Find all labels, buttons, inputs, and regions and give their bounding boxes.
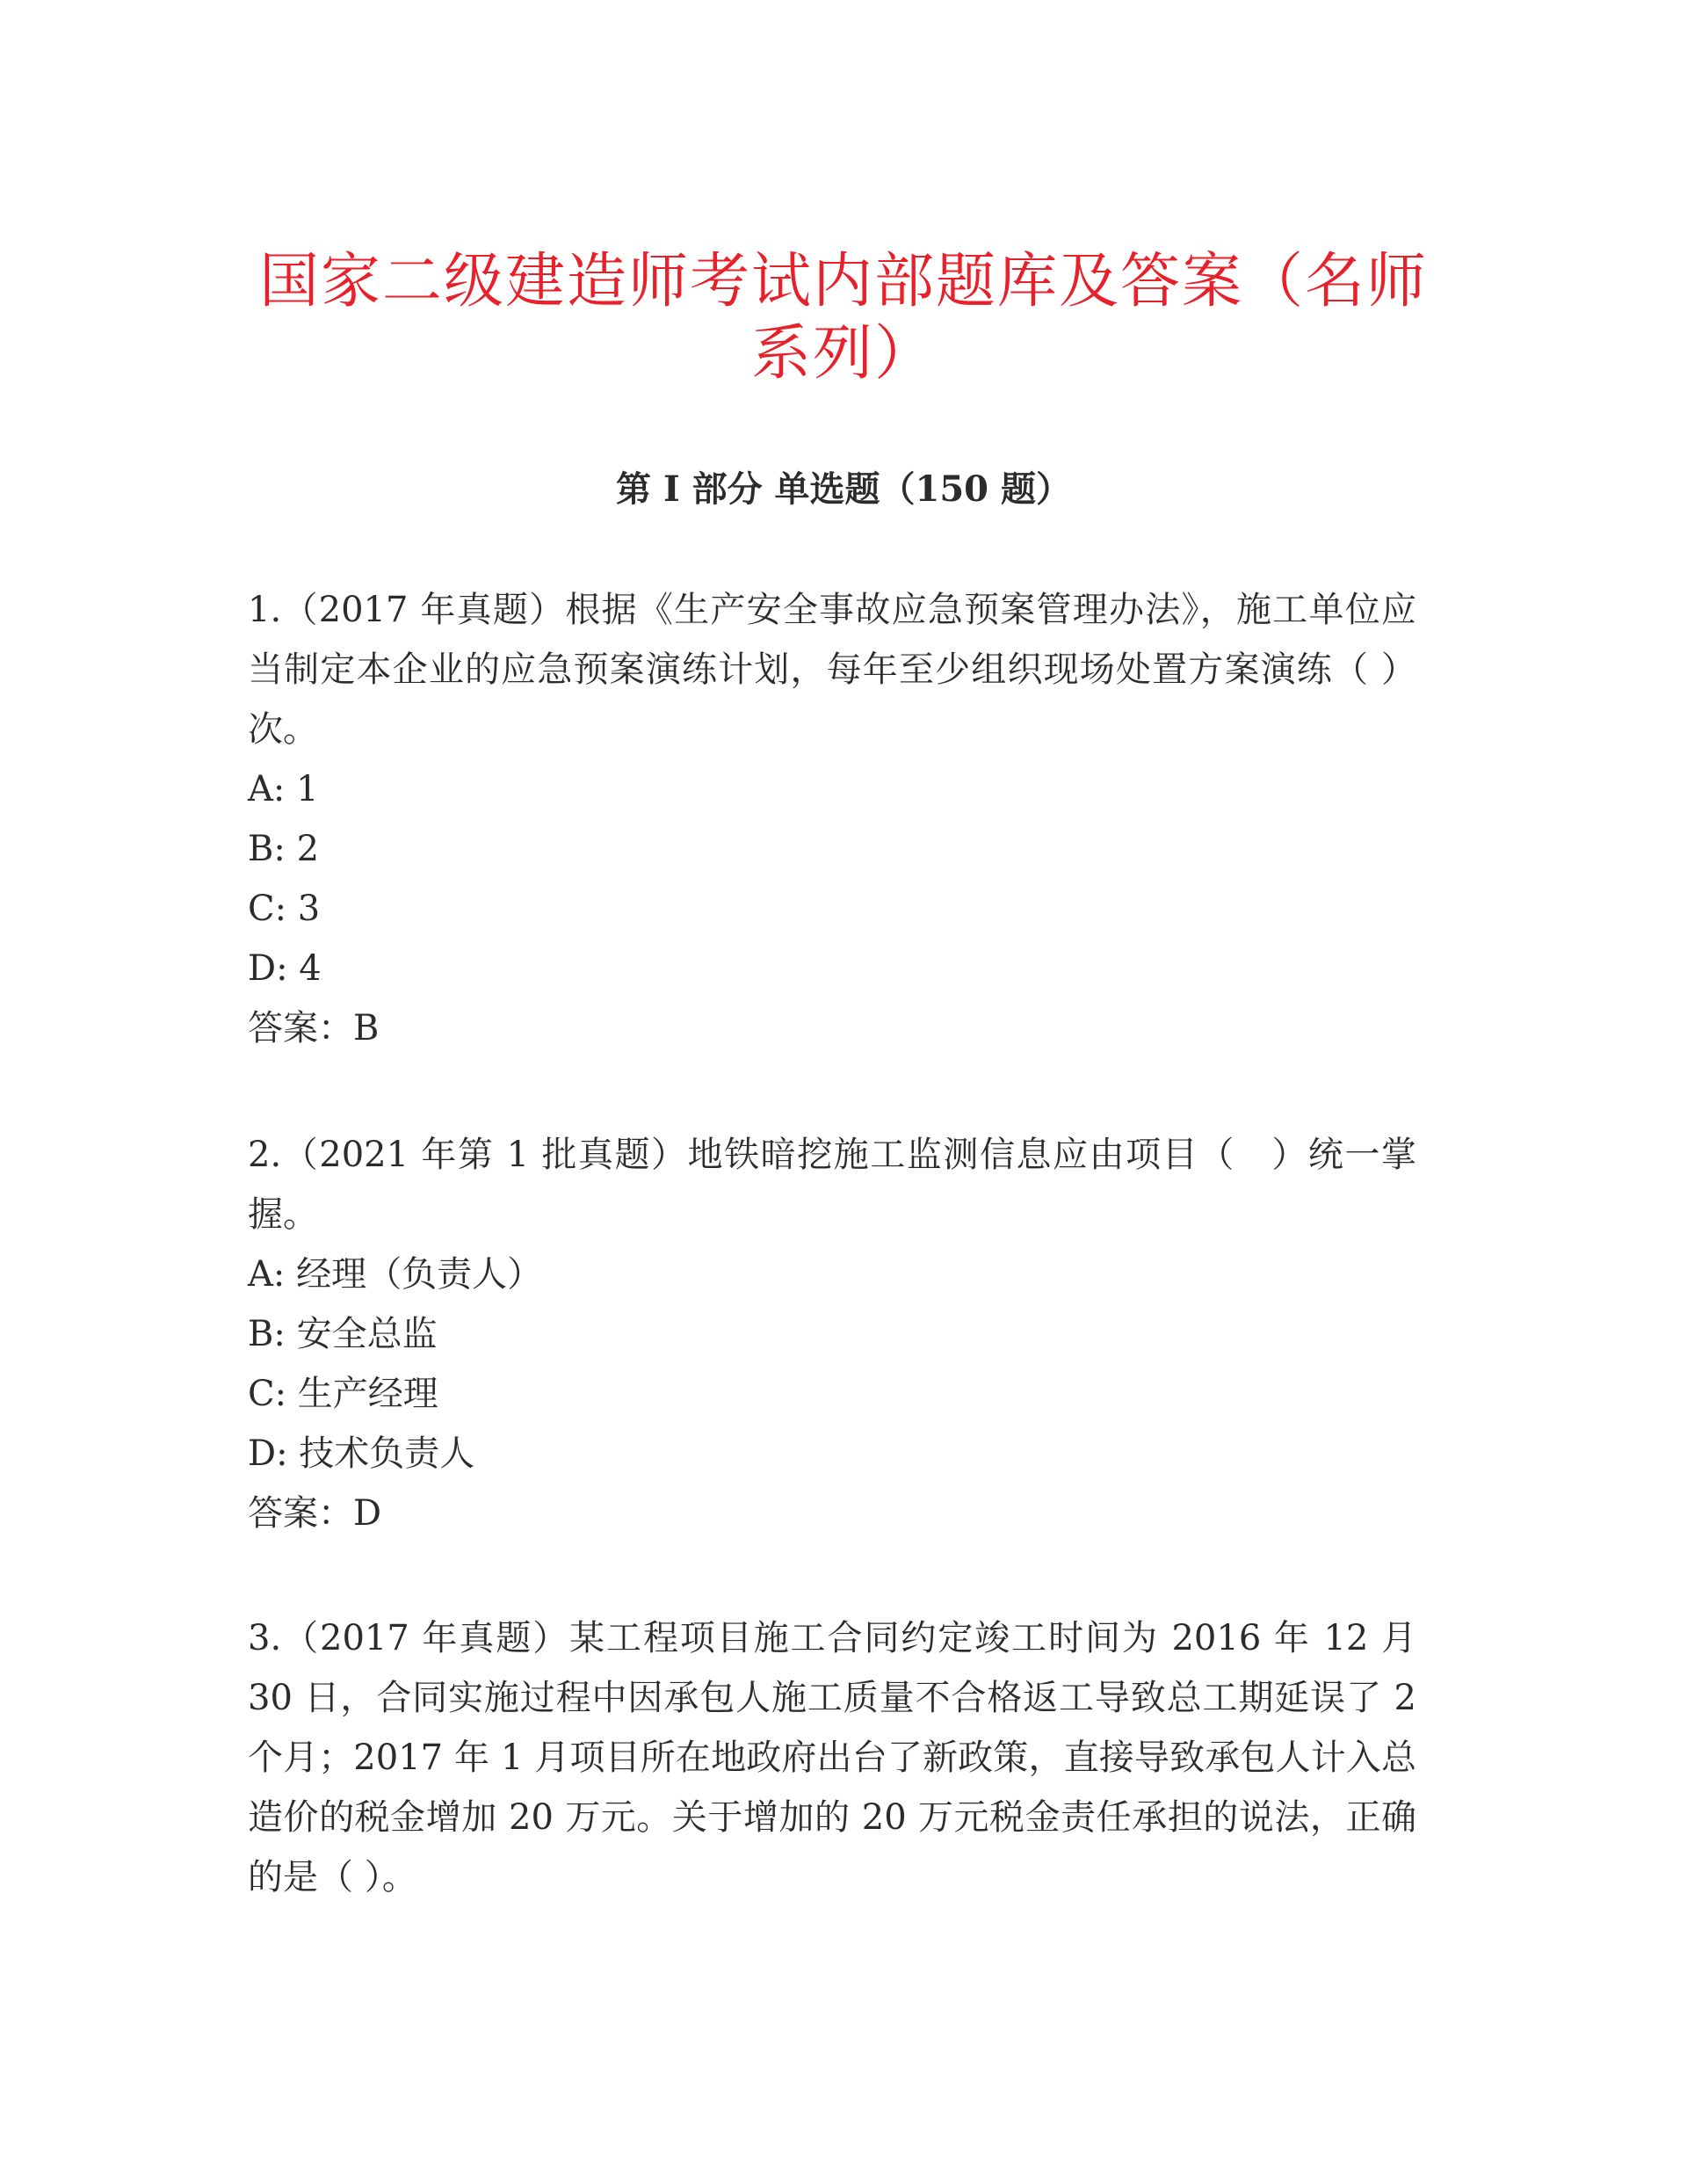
- option-c: C: 生产经理: [248, 1374, 438, 1414]
- page-title: 国家二级建造师考试内部题库及答案（名师系列）: [258, 247, 1428, 388]
- question-1: [248, 580, 1416, 1058]
- option-c: C: 3: [248, 889, 321, 929]
- question-2: [248, 1125, 1416, 1543]
- option-a: A: 经理（负责人）: [248, 1254, 543, 1295]
- section-heading: 第 I 部分 单选题（150 题）: [616, 468, 1071, 510]
- option-d: D: 技术负责人: [248, 1433, 475, 1474]
- option-b: B: 安全总监: [248, 1314, 438, 1354]
- option-a: A: 1: [248, 769, 319, 809]
- question-text: 3.（2017 年真题）某工程项目施工合同约定竣工时间为 2016 年 12 月 30 日，合同实施过程中因承包人施工质量不合格返工导致总工期延误了 2 个月；2017 年 1 月项目所在地政府出台了新政策，直接导致承包人计入总造价的税金增加 20 万元。关于增加的 20 万元税金责任承担的说法，正确的是（ ）。: [248, 1618, 1416, 1897]
- question-text: 1.（2017 年真题）根据《生产安全事故应急预案管理办法》，施工单位应当制定本企业的应急预案演练计划，每年至少组织现场处置方案演练（ ）次。: [248, 590, 1416, 750]
- answer: 答案：B: [248, 1008, 380, 1048]
- question-3: [248, 1608, 1416, 1907]
- option-b: B: 2: [248, 829, 320, 869]
- question-text: 2.（2021 年第 1 批真题）地铁暗挖施工监测信息应由项目（ ）统一掌握。: [248, 1135, 1416, 1235]
- answer: 答案：D: [248, 1493, 382, 1534]
- option-d: D: 4: [248, 948, 322, 989]
